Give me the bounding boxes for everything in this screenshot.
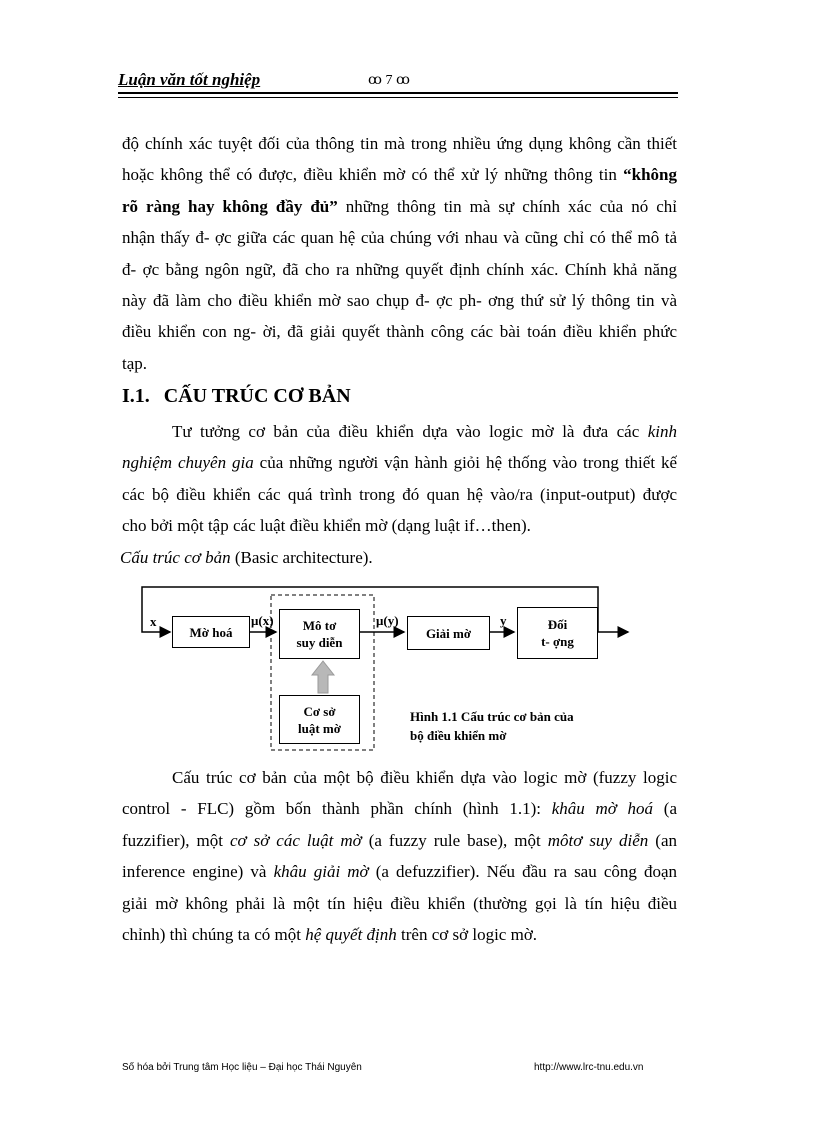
defuzzifier-box: Giải mờ [407,616,490,650]
text-line: độ chính xác tuyệt đối của thông tin mà trong nhiều ứng dụng không cần thiết [122,134,677,153]
section-title: CẤU TRÚC CƠ BẢN [163,385,351,407]
footer-source: Số hóa bởi Trung tâm Học liệu – Đại học Thái Nguyên [122,1062,362,1073]
header-rule-thin [118,97,678,98]
section-number: I.1. [122,385,150,407]
text-line: giải mờ không phải là một tín hiệu điều khiển (thường gọi là tín hiệu điều [122,893,677,913]
fuzzy-controller-diagram [130,585,640,755]
text-line: đ- ợc bằng ngôn ngữ, đã cho ra những quyết định chính xác. Chính khả năng [122,259,677,279]
page-header [118,70,678,96]
text-line: hoặc không thể có được, điều khiển mờ có thể xử lý những thông tin “không [122,165,677,185]
text-line: điều khiển con ng- ời, đã giải quyết thành công các bài toán điều khiển phức [122,322,677,342]
text-line: nghiệm chuyên gia của những người vận hành giỏi hệ thống vào trong thiết kế [122,453,677,473]
text-line: Cấu trúc cơ bản (Basic architecture). [120,547,373,567]
text-line: cho bởi một tập các luật điều khiển mờ (dạng luật if…then). [122,516,531,536]
text-line: fuzzifier), một cơ sở các luật mờ (a fuzzy rule base), một môtơ suy diễn (an [122,830,677,850]
label-y: y [500,613,507,628]
text-line: tạp. [122,353,148,373]
text-line: Tư tưởng cơ bản của điều khiển dựa vào logic mờ là đưa các kinh [172,422,677,441]
footer-url[interactable]: http://www.lrc-tnu.edu.vn [534,1062,644,1073]
figure-caption: Hình 1.1 Cấu trúc cơ bản của bộ điều khiển mờ [410,709,574,743]
paragraph-1 [122,128,677,379]
paragraph-2 [122,416,677,573]
text-line: này đã làm cho điều khiển mờ sao chụp đ- ợc ph- ơng thứ sử lý thông tin và [122,290,677,310]
emphasis-text: “không [623,165,677,185]
text-line: rõ ràng hay không đầy đủ” những thông tin mà sự chính xác của nó chỉ [122,196,677,216]
header-rule-thick [118,92,678,94]
text-line: chỉnh) thì chúng ta có một hệ quyết định trên cơ sở logic mờ. [122,924,538,944]
rules-arrow [312,661,334,693]
section-heading [122,385,351,408]
label-x: x [150,614,157,629]
page-number: ꝏ 7 ꝏ [368,73,410,88]
header-title: Luận văn tốt nghiệp [118,70,261,89]
fuzzifier-box: Mờ hoá [172,616,250,648]
plant-box: Đối t- ợng [517,607,598,659]
text-line: control - FLC) gồm bốn thành phần chính (hình 1.1): khâu mờ hoá (a [122,799,677,819]
label-muy: μ(y) [376,613,399,628]
text-line: Cấu trúc cơ bản của một bộ điều khiển dựa vào logic mờ (fuzzy logic [172,768,677,787]
text-line: nhận thấy đ- ợc giữa các quan hệ của chúng với nhau và cũng chỉ có thể mô tả [122,228,677,248]
paragraph-3 [122,762,677,950]
label-mux: μ(x) [251,613,274,628]
emphasis-text: rõ ràng hay không đầy đủ” [122,196,338,216]
text-line: inference engine) và khâu giải mờ (a defuzzifier). Nếu đầu ra sau công đoạn [122,862,677,882]
rule-base-box: Cơ sở luật mờ [279,695,360,744]
inference-box: Mô tơ suy diễn [279,609,360,659]
text-line: các bộ điều khiển các quá trình trong đó quan hệ vào/ra (input-output) được [122,484,677,504]
